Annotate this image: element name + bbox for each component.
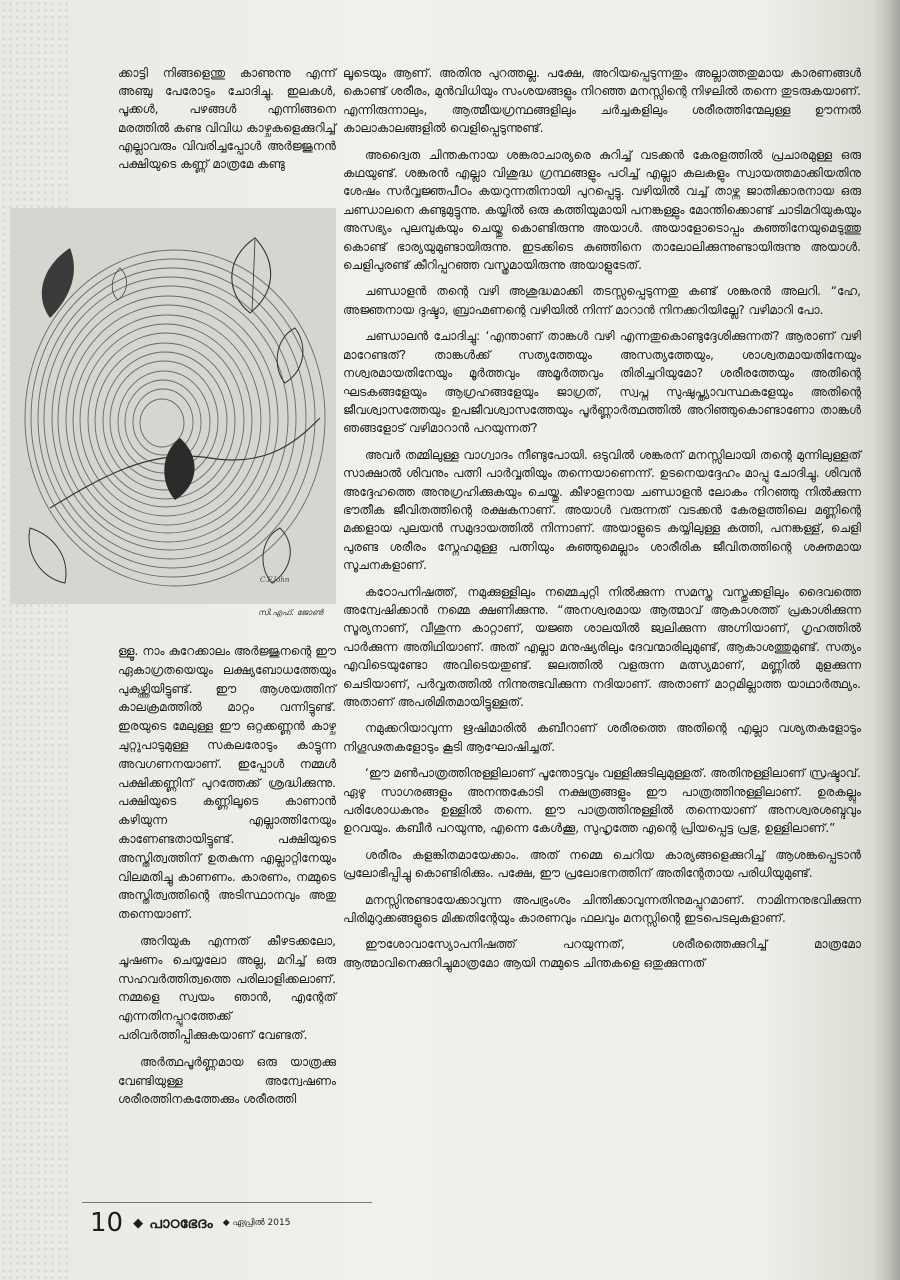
paragraph: അറിയുക എന്നത് കീഴടക്കലോ, ചൂഷണം ചെയ്യലോ അല്ല, മറിച്ച് ഒരു സഹവർത്തിത്വത്തെ പരിലാളിക്കലാണ്. നമ്മളെ സ്വയം ഞാൻ, എന്റേത് എന്നതിനപ്പുറത്തേക്ക് പരിവർത്തിപ്പിക്കുകയാണ് വേണ്ടത്. — [118, 933, 336, 1042]
paragraph: ള്ളൂ. നാം കുറേക്കാലം അർജ്ജുനന്റെ ഈ ഏകാഗ്രതയെയും ലക്ഷ്യബോധത്തേയും പുകഴ്ത്തിയിട്ടുണ്ട്. ഈ ആശയത്തിന് കാലക്രമത്തിൽ മാറ്റം വന്നിട്ടുണ്ട്. ഇരയുടെ മേലുള്ള ഈ ഒറ്റക്കണ്ണൻ കാഴ്ച ചുറ്റുപാടുമുള്ള സകലരോടും കാട്ടുന്ന അവഗണനയാണ്. ഇപ്പോൾ നമ്മൾ പക്ഷിക്കണ്ണിന് പുറത്തേക്ക് ശ്രദ്ധിക്കുന്നു. പക്ഷിയുടെ കണ്ണിലൂടെ കാണാൻ കഴിയുന്ന എല്ലാത്തിനേയും കാണേണ്ടതായിട്ടുണ്ട്. പക്ഷിയുടെ അസ്തിത്വത്തിന് ഉതകുന്ന എല്ലാറ്റിനേയും വിലമതിച്ചു കാണണം. കാരണം, നമ്മുടെ അസ്തിത്വത്തിന്റെ അടിസ്ഥാനവും അതു തന്നെയാണ്. — [118, 644, 336, 922]
paragraph: മനസ്സിനുണ്ടായേക്കാവുന്ന അപഭ്രംശം ചിന്തിക്കാവുന്നതിനുമപ്പുറമാണ്. നാമിന്നനുഭവിക്കുന്ന പിരിമുറുക്കങ്ങളുടെ മിക്കതിന്റേയും കാരണവും ഫലവും മനസ്സിന്റെ ഇടപെടലുകളാണ്. — [343, 892, 861, 926]
paragraph: അർത്ഥപൂർണ്ണമായ ഒരു യാത്രക്കു വേണ്ടിയുള്ള അന്വേഷണം ശരീരത്തിനകത്തേക്കും ശരീരത്തി — [118, 1054, 336, 1107]
issue-date: ◆ ഏപ്രിൽ 2015 — [222, 1218, 291, 1228]
paragraph: ചണ്ഡാളൻ തന്റെ വഴി അശുദ്ധമാക്കി തടസ്സപ്പെടുന്നതു കണ്ട് ശങ്കരൻ അലറി. “ഹേ, അജ്ഞനായ ദുഷ്ടാ, ബ്രാഹ്മണന്റെ വഴിയിൽ നിന്ന് മാറാൻ നിനക്കറിയില്ലേ? വഴിമാറി പോ. — [343, 284, 861, 317]
paragraph: ഈശോവാസ്യോപനിഷത്ത് പറയുന്നത്, ശരീരത്തെക്കുറിച്ച് മാത്രമോ ആത്മാവിനെക്കുറിച്ചുമാത്രമോ ആയി നമ്മുടെ ചിന്തകളെ ഒതുക്കുന്നത് — [343, 937, 861, 970]
halftone-margin — [0, 0, 70, 1280]
page-footer — [90, 1206, 390, 1240]
left-column-top — [118, 64, 336, 181]
paragraph: ശരീരം കളങ്കിതമായേക്കാം. അത് നമ്മെ ചെറിയ കാര്യങ്ങളെക്കുറിച്ച് ആശങ്കപ്പെടാൻ പ്രലോഭിപ്പിച്ചു കൊണ്ടിരിക്കും. പക്ഷേ, ഈ പ്രലോഭനത്തിന് അതിന്റേതായ പരിധിയുമുണ്ട്. — [343, 847, 861, 881]
paragraph: ചണ്ഡാലൻ ചോദിച്ചു: ‘എന്താണ് താങ്കൾ വഴി എന്നതുകൊണ്ടുദ്ദേശിക്കുന്നത്? ആരാണ് വഴി മാറേണ്ടത്? താങ്കൾക്ക് സത്യത്തേയും അസത്യത്തേയും, ശാശ്വതമായതിനേയും നശ്വരമായതിനേയും മൂർത്തവും അമൂർത്തവും തിരിച്ചറിയുമോ? ശരീരത്തേയും അതിന്റെ ഘടകങ്ങളേയും ആഗ്രഹങ്ങളേയും ജാഗ്രത്, സ്വപ്ന സുഷുപ്ത്യാവസ്ഥകളേയും അതിന്റെ ജീവശ്വാസത്തേയും ഉപജീവശ്വാസത്തേയും പൂർണ്ണാർത്ഥത്തിൽ അറിഞ്ഞുകൊണ്ടാണോ താങ്കൾ ഞങ്ങളോട് വഴിമാറാൻ പറയുന്നത്? — [343, 329, 861, 436]
diamond-icon: ◆ — [133, 1215, 144, 1231]
paragraph: അവർ തമ്മിലുള്ള വാഗ്വാദം നീണ്ടുപോയി. ഒടുവിൽ ശങ്കരന് മനസ്സിലായി തന്റെ മുന്നിലുള്ളത് സാക്ഷാൽ ശിവനും പത്നി പാർവ്വതിയും തന്നെയാണെന്ന്. ഉടനെയദ്ദേഹം മാപ്പു ചോദിച്ചു. ശിവൻ അദ്ദേഹത്തെ അനുഗ്രഹിക്കുകയും ചെയ്തു. കീഴാളനായ ചണ്ഡാളൻ ലോകം നിറഞ്ഞു നിൽക്കുന്ന ഭൗതീക ജീവിതത്തിന്റെ രക്ഷകനാണ്. അയാൾ വരുന്നത് വടക്കൻ കേരളത്തിലെ മണ്ണിന്റെ മക്കളായ പുലയൻ സമുദായത്തിൽ നിന്നാണ്. അയാളുടെ കയ്യിലുള്ള കത്തി, പനങ്കള്ള്, ചെളി പുരണ്ട ശരീരം സ്നേഹമുള്ള പത്നിയും കുഞ്ഞുമെല്ലാം ശാരീരിക ജീവിതത്തിന്റെ ശക്തമായ സൂചനകളാണ്. — [343, 447, 861, 573]
magazine-name: പാഠഭേദം — [149, 1214, 213, 1232]
paragraph: നമുക്കറിയാവുന്ന ഋഷിമാരിൽ കബീറാണ് ശരീരത്തെ അതിന്റെ എല്ലാ വശ്യതകളോടും നിഗൂഢതകളോടും കൂടി ആഘോഷിച്ചത്. — [343, 721, 861, 754]
image-caption: സി.എഫ്. ജോൺ — [258, 608, 324, 617]
page-binding-shadow — [872, 0, 900, 1280]
artwork-drawing — [10, 208, 336, 604]
paragraph: ലൂടെയും ആണ്. അതിനു പുറത്തല്ല. പക്ഷേ, അറിയപ്പെടുന്നതും അല്ലാത്തതുമായ കാരണങ്ങൾ കൊണ്ട് ശരീരം, മുൻവിധിയും സംശയങ്ങളും നിറഞ്ഞ മനസ്സിന്റെ നിഴലിൽ തന്നെ തുടരുകയാണ്. എന്നിരുന്നാലും, ആത്മീയഗ്രന്ഥങ്ങളിലും ചർച്ചകളിലും ശരീരത്തിന്മേലുള്ള ഊന്നൽ കാലാകാലങ്ങളിൽ വെളിപ്പെടുന്നുണ്ട്. — [343, 66, 861, 136]
footer-rule — [82, 1202, 372, 1203]
paragraph: ‘ഈ മൺപാത്രത്തിനുള്ളിലാണ് പൂന്തോട്ടവും വള്ളിക്കുടിലുമുള്ളത്. അതിനുള്ളിലാണ് സ്രഷ്ടാവ്. ഏഴു സാഗരങ്ങളും അനന്തകോടി നക്ഷത്രങ്ങളും ഈ പാത്രത്തിനുള്ളിലാണ്. ഉരകല്ലും പരിശോധകനും ഉള്ളിൽ തന്നെ. ഈ പാത്രത്തിനുള്ളിൽ തന്നെയാണ് അനശ്വരശബ്ദവും ഉറവയും. കബീർ പറയുന്നു, എന്നെ കേൾക്കൂ, സുഹൃത്തേ എന്റെ പ്രിയപ്പെട്ട പ്രഭു, ഉള്ളിലാണ്.” — [343, 766, 861, 836]
paragraph: അദ്വൈത ചിന്തകനായ ശങ്കരാചാര്യരെ കുറിച്ച് വടക്കൻ കേരളത്തിൽ പ്രചാരമുള്ള ഒരു കഥയുണ്ട്. ശങ്കരൻ എല്ലാ വിശുദ്ധ ഗ്രന്ഥങ്ങളും പഠിച്ച് എല്ലാ കലകളും സ്വായത്തമാക്കിയതിനു ശേഷം സർവ്വജ്ഞപീഠം കയറുന്നതിനായി പുറപ്പെട്ടു. വഴിയിൽ വച്ച് താഴ്ന്ന ജാതിക്കാരനായ ഒരു ചണ്ഡാലനെ കണ്ടുമുട്ടുന്നു. കയ്യിൽ ഒരു കത്തിയുമായി പനങ്കള്ളും മോന്തിക്കൊണ്ട് ചാടിമറിയുകയും അസഭ്യം പുലമ്പുകയും ചെയ്തു കൊണ്ടിരുന്നു അയാൾ. അയാളോടൊപ്പം കുഞ്ഞിനേയുമെടുത്തു കൊണ്ട് ഭാര്യയുമുണ്ടായിരുന്നു. ഇടക്കിടെ കുഞ്ഞിനെ താലോലിക്കുന്നുണ്ടായിരുന്നു അയാൾ. ചെളിപുരണ്ട് കീറിപ്പറഞ്ഞ വസ്ത്രമായിരുന്നു അയാളുടേത്. — [343, 147, 861, 273]
paragraph: ക്കാട്ടി നിങ്ങളെന്തു കാണുന്നു എന്ന് അഞ്ചു പേരോടും ചോദിച്ചു. ഇലകൾ, പൂക്കൾ, പഴങ്ങൾ എന്നിങ്ങനെ മരത്തിൽ കണ്ട വിവിധ കാഴ്ചകളെക്കുറിച്ച് എല്ലാവരും വിവരിച്ചപ്പോൾ അർജ്ജുനൻ പക്ഷിയുടെ കണ്ണ് മാത്രമേ കണ്ടു — [118, 66, 336, 172]
left-column-bottom — [118, 642, 336, 1117]
artwork-image — [10, 208, 336, 604]
artist-signature: C.F.John — [260, 576, 290, 584]
page-number: 10 — [90, 1208, 124, 1238]
right-column — [343, 64, 861, 980]
paragraph: കഠോപനിഷത്ത്, നമുക്കുള്ളിലും നമ്മെചുറ്റി നിൽക്കുന്ന സമസ്ത വസ്തുക്കളിലും ദൈവത്തെ അന്വേഷിക്കാൻ നമ്മെ ക്ഷണിക്കുന്നു. “അനശ്വരമായ ആത്മാവ് ആകാശത്ത് പ്രകാശിക്കുന്ന സൂര്യനാണ്, വീശുന്ന കാറ്റാണ്, യജ്ഞ ശാലയിൽ ജ്വലിക്കുന്ന അഗ്നിയാണ്, ഗൃഹത്തിൽ പാർക്കുന്ന അതിഥിയാണ്. അത് എല്ലാ മനുഷ്യരിലും ദേവന്മാരിലുമുണ്ട്, ആകാശത്തുമുണ്ട്. സത്യം എവിടെയുണ്ടോ അവിടെയതുണ്ട്. ജലത്തിൽ വളരുന്ന മത്സ്യമാണ്, മണ്ണിൽ മുളക്കുന്ന ചെടിയാണ്, പർവ്വതത്തിൽ നിന്നുത്ഭവിക്കുന്ന നദിയാണ്. അതാണ് മാറ്റമില്ലാത്ത യാഥാർത്ഥ്യം. അതാണ് അപരിമിതമായിട്ടുള്ളത്. — [343, 584, 861, 709]
